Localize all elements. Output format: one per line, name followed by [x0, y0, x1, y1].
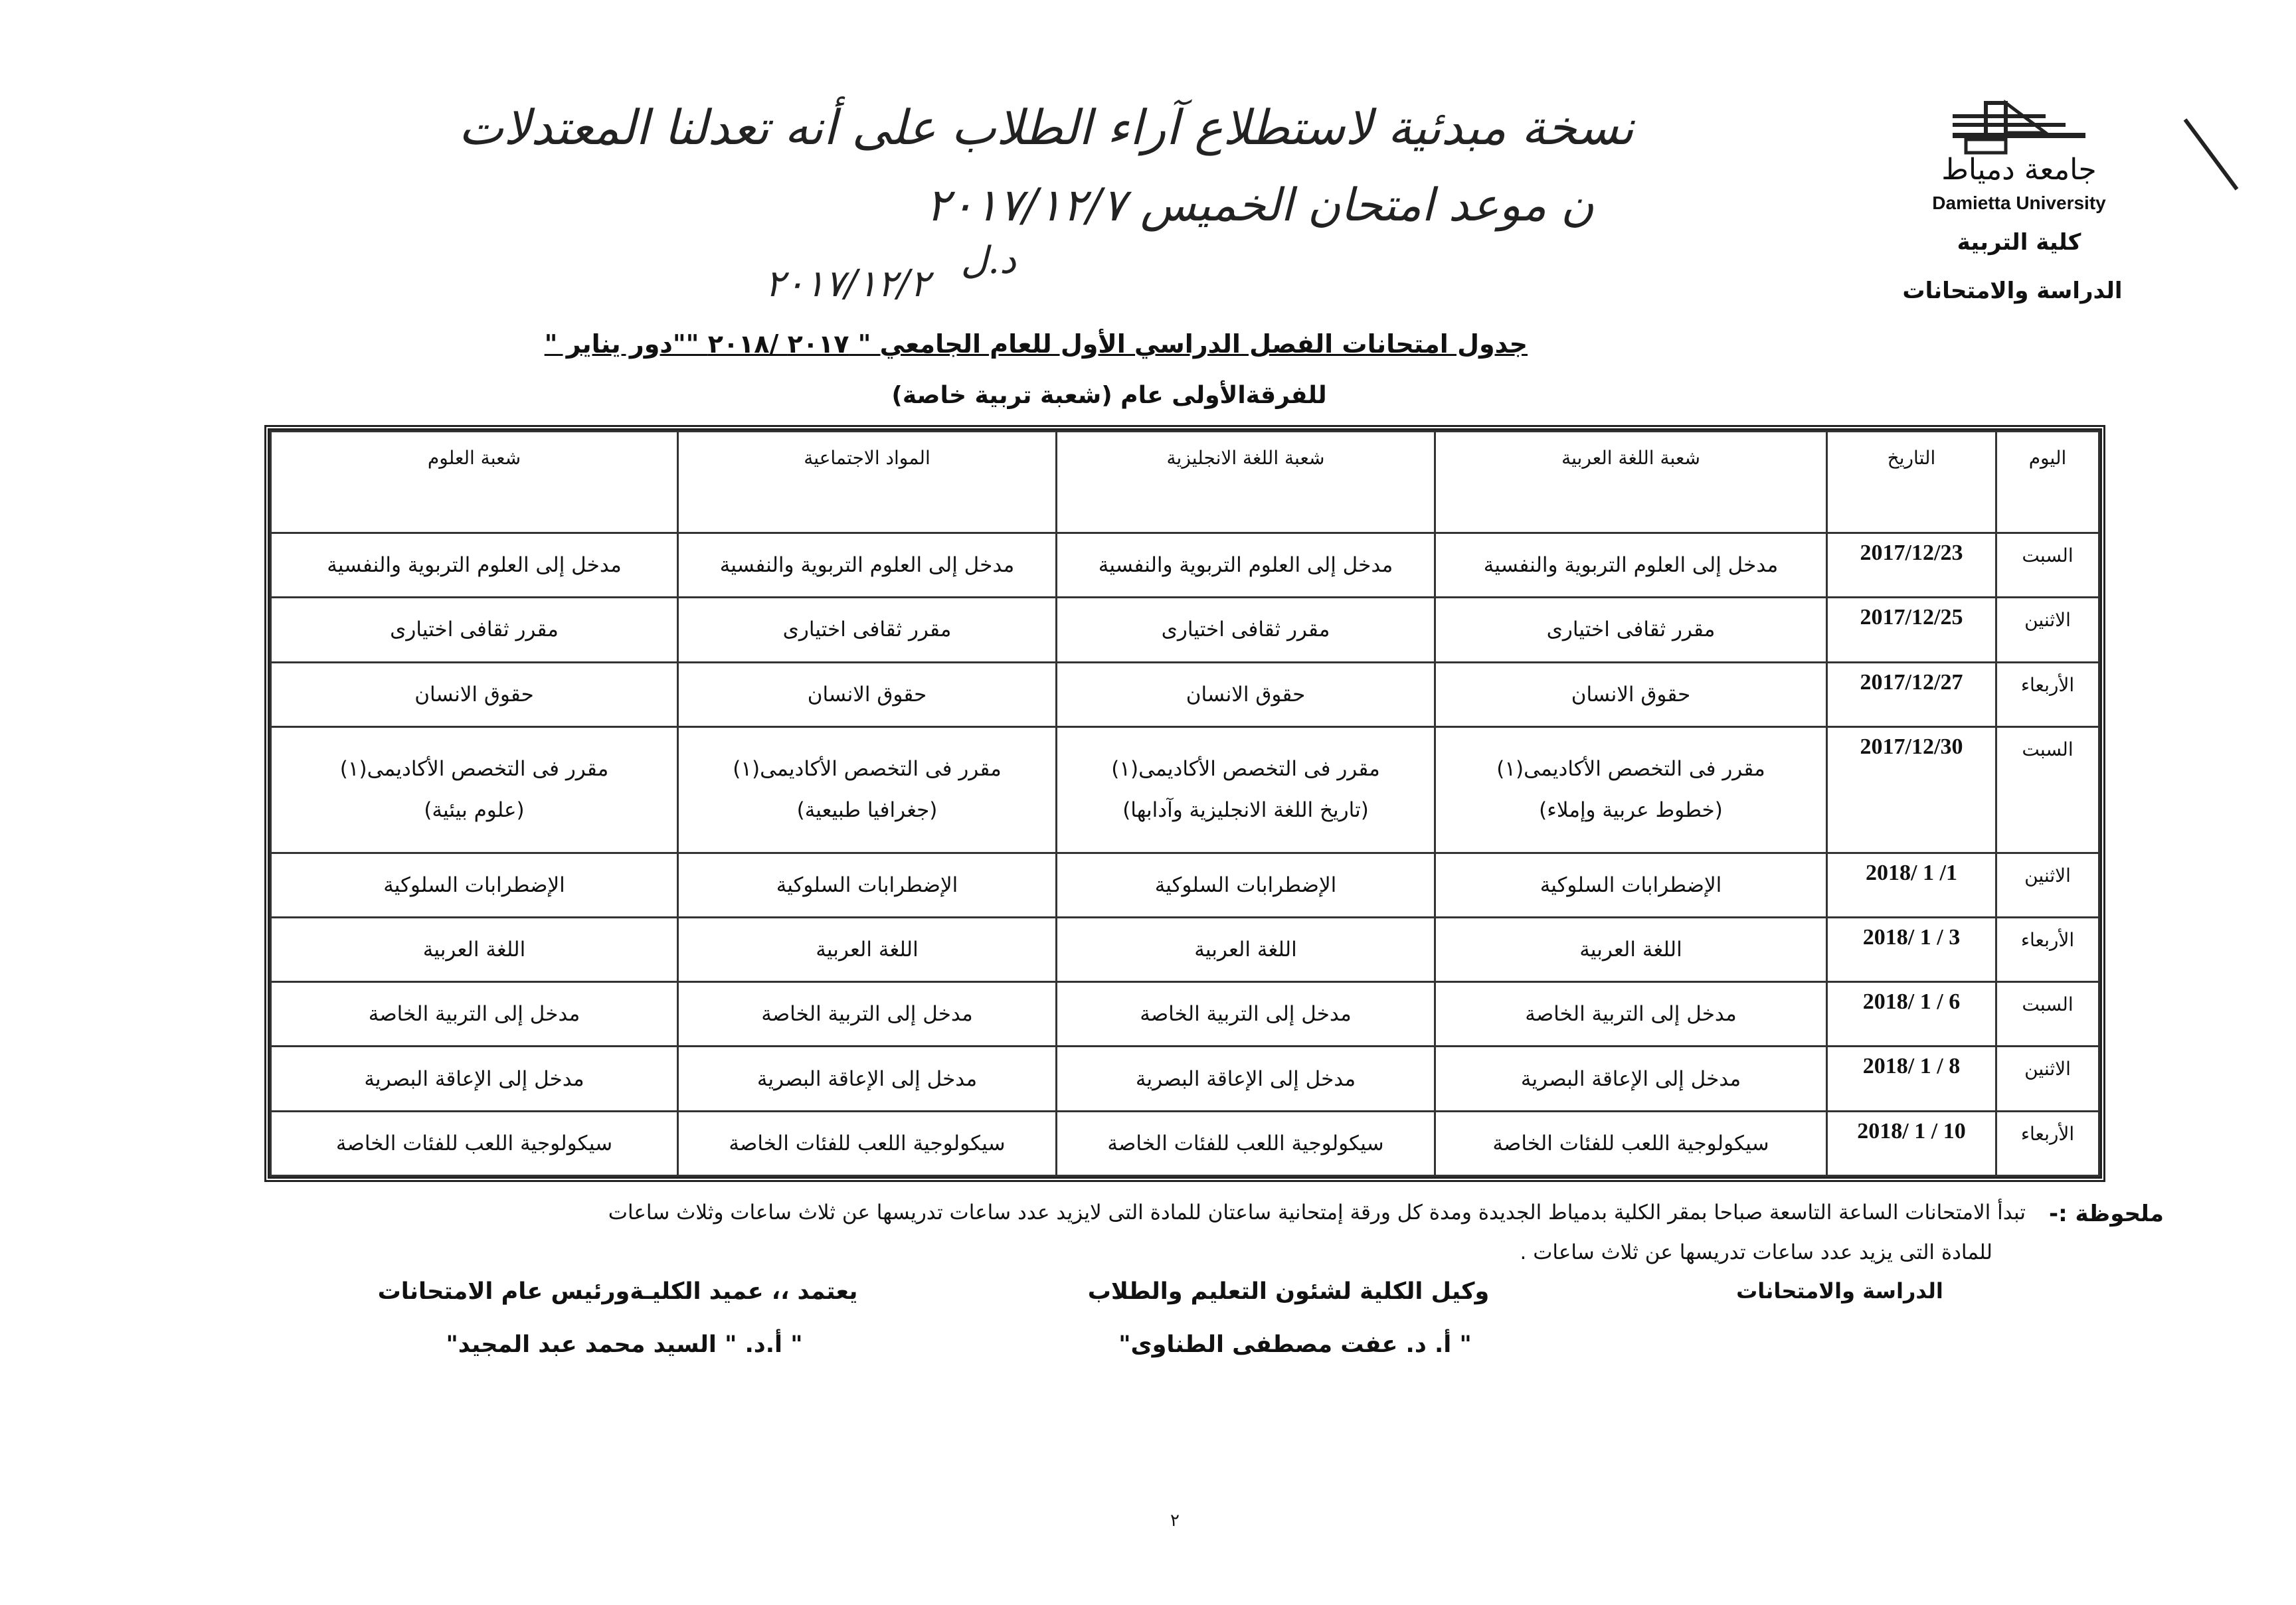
cell-day: السبت	[1996, 533, 2099, 598]
note-text-line2: للمادة التى يزيد عدد ساعات تدريسها عن ثلاث ساعات .	[1520, 1240, 1992, 1264]
faculty-name: كلية التربية	[1957, 229, 2081, 256]
department-name: الدراسة والامتحانات	[1902, 278, 2123, 304]
exam-schedule-table	[264, 425, 2105, 1182]
header-english-section: شعبة اللغة الانجليزية	[1057, 432, 1435, 533]
page-number: ٢	[1170, 1511, 1180, 1531]
cell-social: مقرر ثقافى اختيارى	[678, 598, 1057, 662]
course-subtitle: (تاريخ اللغة الانجليزية وآدابها)	[1122, 798, 1369, 823]
cell-english: مدخل إلى العلوم التربوية والنفسية	[1057, 533, 1435, 598]
table-row	[271, 1111, 2099, 1175]
cell-day: السبت	[1996, 726, 2099, 853]
cell-science: مدخل إلى التربية الخاصة	[271, 982, 678, 1047]
handwritten-date: ٢٠١٧/١٢/٢	[764, 262, 930, 305]
header-science-section: شعبة العلوم	[271, 432, 678, 533]
table-row	[271, 982, 2099, 1047]
course-title: مقرر فى التخصص الأكاديمى(١)	[1111, 757, 1380, 782]
course-title: مقرر فى التخصص الأكاديمى(١)	[339, 757, 609, 782]
course-subtitle: (علوم بيئية)	[424, 798, 525, 823]
university-name-en: Damietta University	[1932, 193, 2106, 213]
cell-english: سيكولوجية اللعب للفئات الخاصة	[1057, 1111, 1435, 1175]
university-name-ar: جامعة دمياط	[1941, 153, 2097, 187]
header-date: التاريخ	[1827, 432, 1996, 533]
cell-day: الاثنين	[1996, 1047, 2099, 1111]
handwritten-note-line1: نسخة مبدئية لاستطلاع آراء الطلاب على أنه تعدلنا المعتدلات	[458, 100, 1634, 155]
course-title: مقرر فى التخصص الأكاديمى(١)	[1496, 757, 1765, 782]
header-social-studies: المواد الاجتماعية	[678, 432, 1057, 533]
cell-date: 2018/ 1 /1	[1827, 853, 1996, 917]
cell-arabic: مقرر ثقافى اختيارى	[1435, 598, 1827, 662]
cell-english: مدخل إلى التربية الخاصة	[1057, 982, 1435, 1047]
table-row	[271, 853, 2099, 917]
table-row	[271, 917, 2099, 981]
cell-science: مدخل إلى الإعاقة البصرية	[271, 1047, 678, 1111]
cell-day: الأربعاء	[1996, 917, 2099, 981]
table-row	[271, 726, 2099, 853]
cell-social: سيكولوجية اللعب للفئات الخاصة	[678, 1111, 1057, 1175]
cell-arabic	[1435, 726, 1827, 853]
cell-english	[1057, 726, 1435, 853]
cell-date: 2017/12/25	[1827, 598, 1996, 662]
signature-department: الدراسة والامتحانات	[1736, 1278, 1943, 1304]
cell-date: 2018/ 1 / 3	[1827, 917, 1996, 981]
university-logo-icon	[1913, 100, 2125, 159]
cell-science: اللغة العربية	[271, 917, 678, 981]
note-text-line1: تبدأ الامتحانات الساعة التاسعة صباحا بمقر الكلية بدمياط الجديدة ومدة كل ورقة إمتحانية ساعتان للمادة التى لايزيد عدد ساعات تدريسها عن ثلاث ساعات وثلاث ساعات	[608, 1201, 2026, 1225]
cell-date: 2018/ 1 / 8	[1827, 1047, 1996, 1111]
cell-arabic: اللغة العربية	[1435, 917, 1827, 981]
cell-arabic: مدخل إلى التربية الخاصة	[1435, 982, 1827, 1047]
signature-vice-dean-name: " أ. د. عفت مصطفى الطناوى"	[1118, 1331, 1472, 1358]
signature-dean-name: " أ.د. " السيد محمد عبد المجيد"	[446, 1331, 803, 1358]
page-title: جدول امتحانات الفصل الدراسي الأول للعام الجامعي " ٢٠١٧ /٢٠١٨ ""دور يناير "	[544, 329, 1528, 359]
cell-social: الإضطرابات السلوكية	[678, 853, 1057, 917]
cell-day: الأربعاء	[1996, 1111, 2099, 1175]
cell-english: اللغة العربية	[1057, 917, 1435, 981]
page-subtitle: للفرقةالأولى عام (شعبة تربية خاصة)	[891, 382, 1327, 409]
signature-vice-dean-title: وكيل الكلية لشئون التعليم والطلاب	[1087, 1278, 1490, 1305]
cell-arabic: سيكولوجية اللعب للفئات الخاصة	[1435, 1111, 1827, 1175]
cell-social: مدخل إلى التربية الخاصة	[678, 982, 1057, 1047]
course-subtitle: (جغرافيا طبيعية)	[796, 798, 938, 823]
table-row	[271, 662, 2099, 726]
cell-day: الاثنين	[1996, 598, 2099, 662]
handwritten-note-line2: ن موعد امتحان الخميس ٢٠١٧/١٢/٧	[925, 179, 1594, 232]
cell-science: مدخل إلى العلوم التربوية والنفسية	[271, 533, 678, 598]
cell-science: سيكولوجية اللعب للفئات الخاصة	[271, 1111, 678, 1175]
cell-day: الاثنين	[1996, 853, 2099, 917]
cell-science: حقوق الانسان	[271, 662, 678, 726]
cell-arabic: مدخل إلى العلوم التربوية والنفسية	[1435, 533, 1827, 598]
signature-dean-title: يعتمد ،، عميد الكليـةورئيس عام الامتحانات	[377, 1278, 858, 1305]
cell-arabic: حقوق الانسان	[1435, 662, 1827, 726]
table-row	[271, 598, 2099, 662]
cell-social	[678, 726, 1057, 853]
pen-mark-icon	[2178, 116, 2245, 196]
cell-social: مدخل إلى العلوم التربوية والنفسية	[678, 533, 1057, 598]
cell-science: مقرر ثقافى اختيارى	[271, 598, 678, 662]
course-subtitle: (خطوط عربية وإملاء)	[1539, 798, 1723, 823]
cell-english: مقرر ثقافى اختيارى	[1057, 598, 1435, 662]
table-row	[271, 1047, 2099, 1111]
cell-date: 2017/12/30	[1827, 726, 1996, 853]
table-row	[271, 533, 2099, 598]
course-title: مقرر فى التخصص الأكاديمى(١)	[733, 757, 1002, 782]
header-day: اليوم	[1996, 432, 2099, 533]
cell-date: 2018/ 1 / 10	[1827, 1111, 1996, 1175]
cell-date: 2018/ 1 / 6	[1827, 982, 1996, 1047]
cell-date: 2017/12/27	[1827, 662, 1996, 726]
cell-day: الأربعاء	[1996, 662, 2099, 726]
cell-english: حقوق الانسان	[1057, 662, 1435, 726]
cell-date: 2017/12/23	[1827, 533, 1996, 598]
cell-english: مدخل إلى الإعاقة البصرية	[1057, 1047, 1435, 1111]
cell-science: الإضطرابات السلوكية	[271, 853, 678, 917]
cell-science	[271, 726, 678, 853]
cell-social: مدخل إلى الإعاقة البصرية	[678, 1047, 1057, 1111]
handwritten-signature: د.ل	[960, 239, 1016, 282]
cell-arabic: مدخل إلى الإعاقة البصرية	[1435, 1047, 1827, 1111]
note-label: ملحوظة :-	[2049, 1201, 2164, 1227]
cell-social: اللغة العربية	[678, 917, 1057, 981]
table-header-row	[271, 432, 2099, 533]
cell-english: الإضطرابات السلوكية	[1057, 853, 1435, 917]
cell-arabic: الإضطرابات السلوكية	[1435, 853, 1827, 917]
cell-social: حقوق الانسان	[678, 662, 1057, 726]
header-arabic-section: شعبة اللغة العربية	[1435, 432, 1827, 533]
cell-day: السبت	[1996, 982, 2099, 1047]
